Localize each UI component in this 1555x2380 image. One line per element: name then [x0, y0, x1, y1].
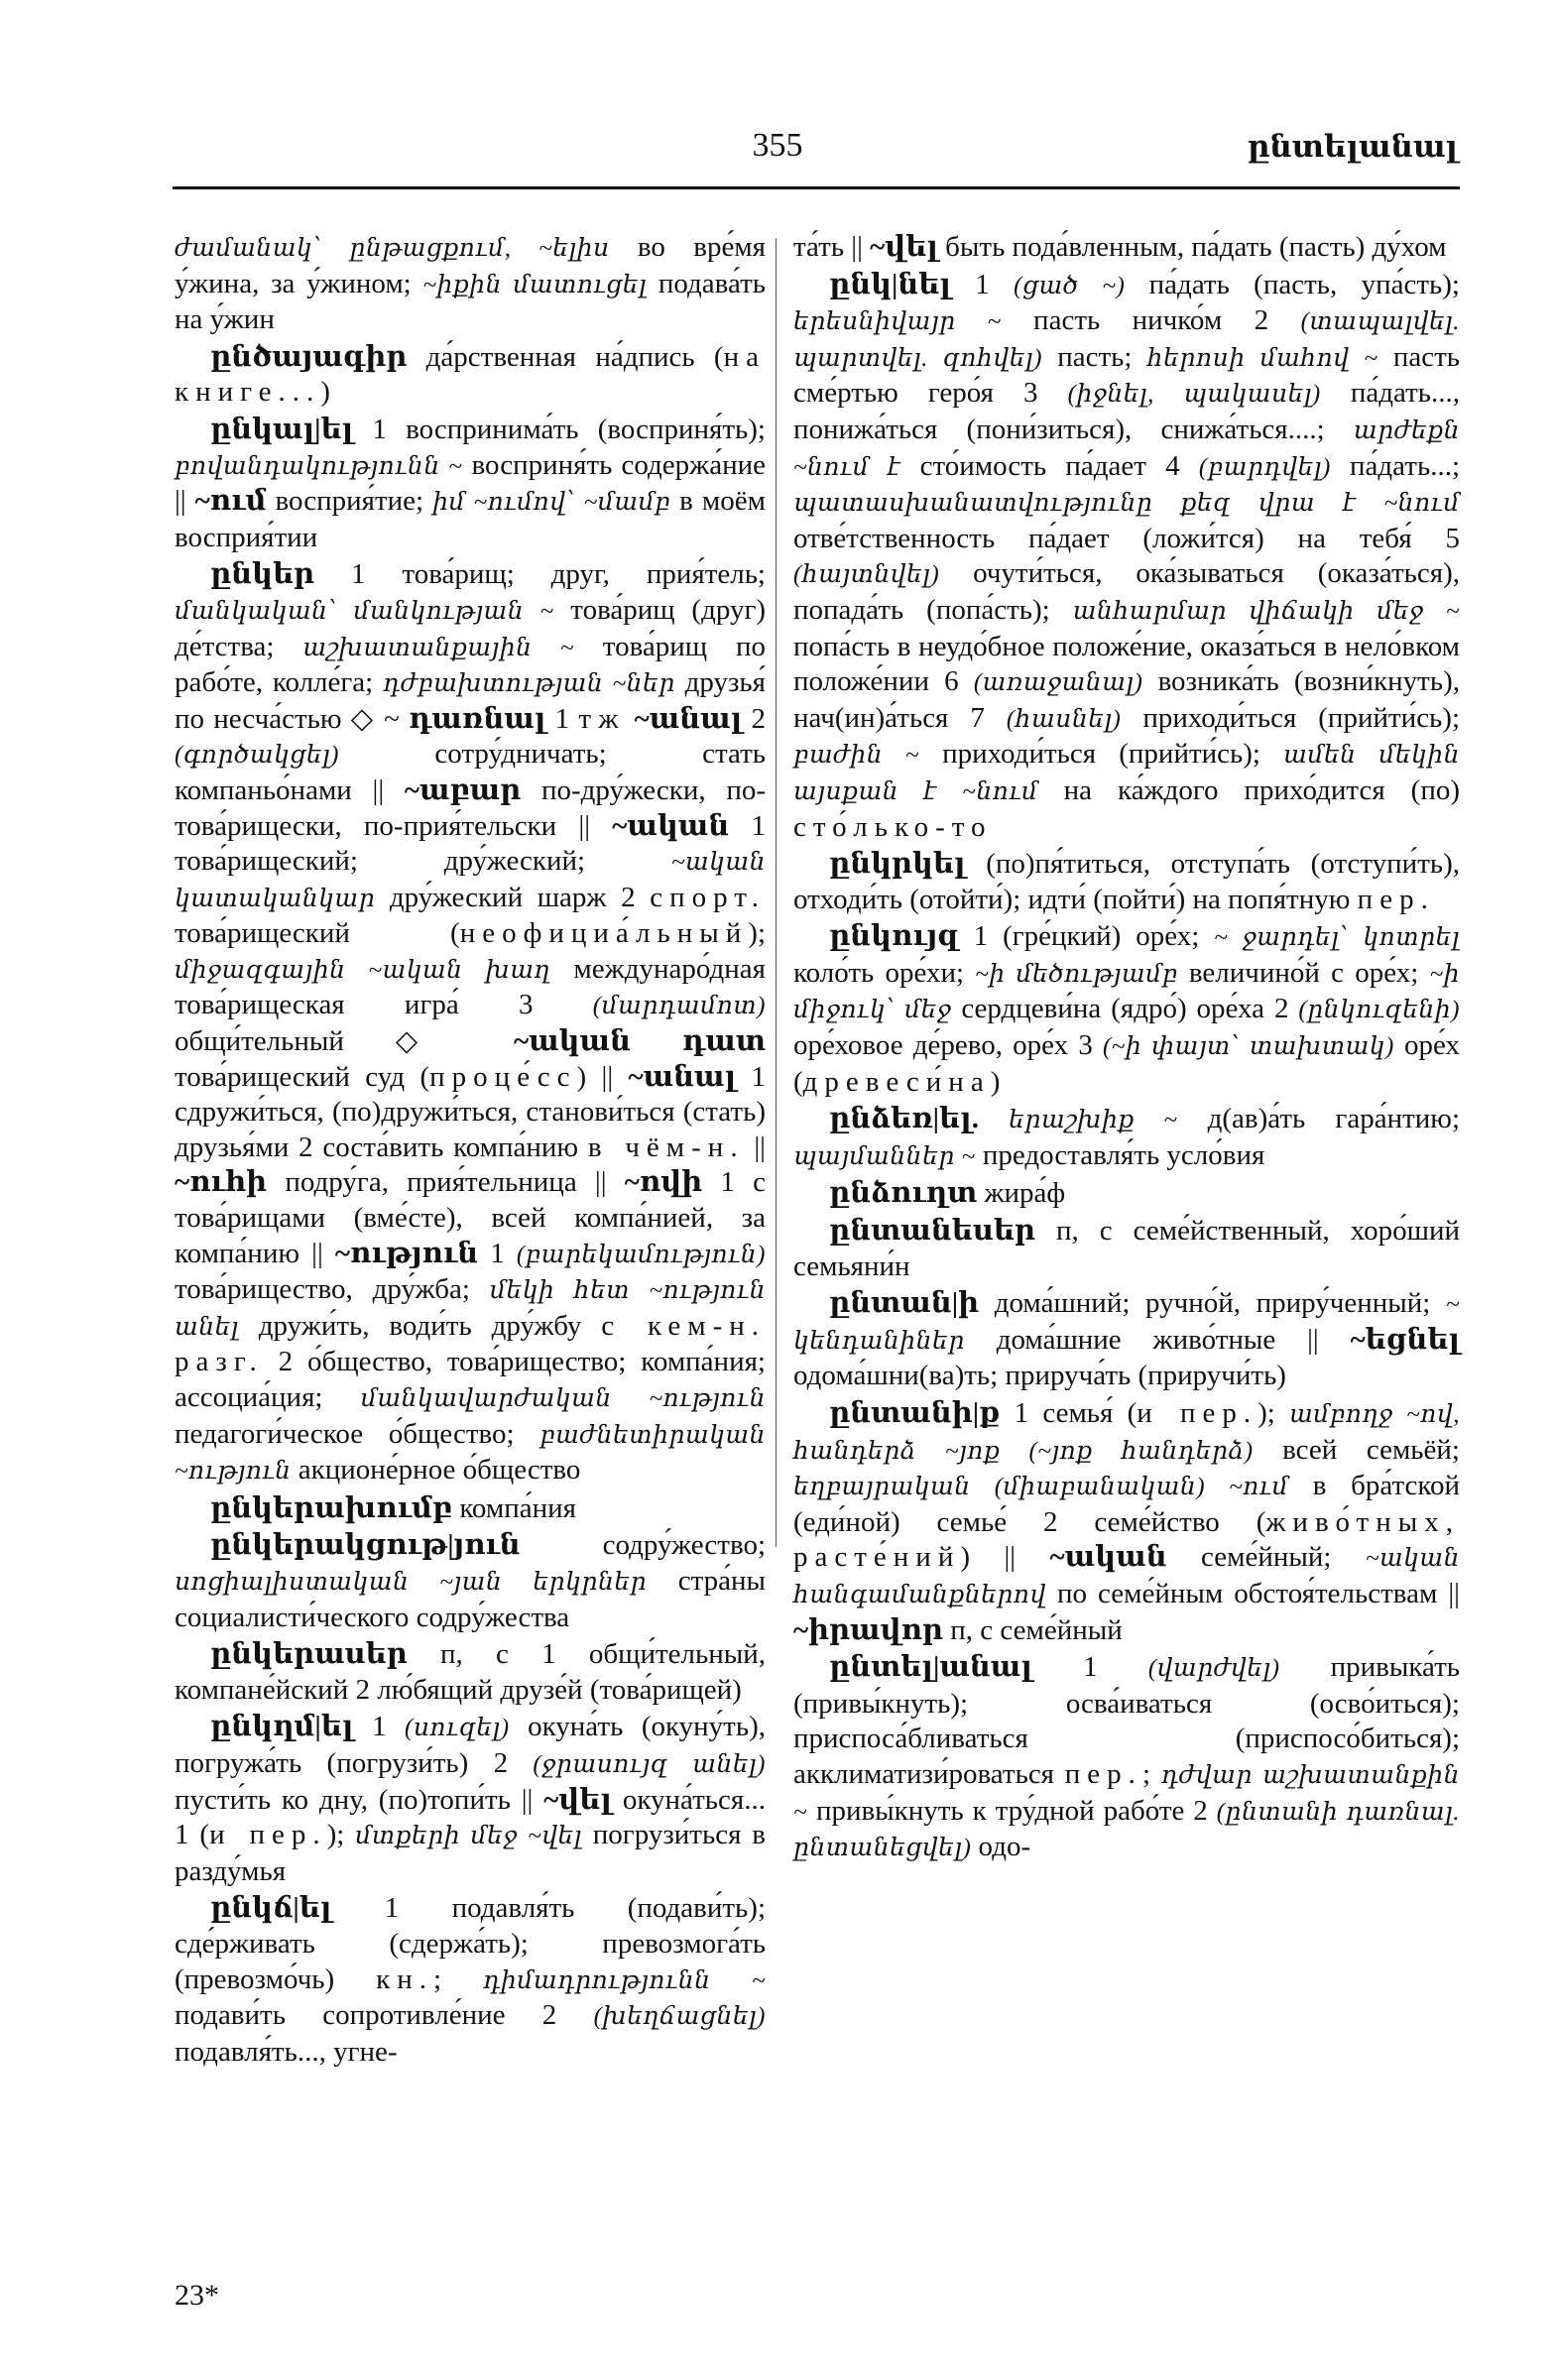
- russian-translation: ;: [433, 1963, 484, 1995]
- headword: դառնալ: [409, 702, 546, 735]
- dictionary-entry: [175, 1891, 766, 2070]
- russian-translation: 1: [478, 1237, 517, 1269]
- armenian-example: միջազգային ~ական խաղ: [175, 956, 550, 984]
- russian-translation: 1 семья́ (: [1000, 1397, 1137, 1429]
- russian-translation: та́ть ||: [793, 231, 871, 263]
- armenian-example: ամբողջ ~ով, հանդերձ ~յոք (~յոք հանդերձ): [793, 1401, 1460, 1465]
- armenian-example: (~ի փայտ՝ տախտակ): [1102, 1033, 1394, 1061]
- dictionary-entry: [175, 340, 766, 411]
- usage-label: кн.: [376, 1963, 433, 1995]
- armenian-example: ~ի մեծությամբ: [975, 960, 1178, 988]
- armenian-example: (ցած ~): [1014, 272, 1126, 299]
- russian-translation: окуна́ть (окуну́ть), погружа́ть (погрузи́ть) 2: [175, 1711, 766, 1779]
- column-divider: [776, 238, 777, 1547]
- armenian-example: (խեղճացնել): [593, 2003, 766, 2031]
- headword: ~ական: [1049, 1541, 1167, 1574]
- headword: ընկրկել: [829, 848, 966, 881]
- armenian-example: ամեն մեկին այսքան է ~նում: [793, 742, 1461, 805]
- russian-translation: [979, 1103, 1009, 1134]
- russian-translation: това́рищество, дру́жба;: [175, 1273, 490, 1306]
- russian-translation: стра́ны социалисти́ческого содру́жества: [175, 1564, 766, 1633]
- armenian-example: երեսնիվայր ~: [793, 308, 1002, 336]
- russian-translation: 1 (гре́цкий) оре́х;: [958, 920, 1215, 953]
- armenian-example: դիմադրությունն ~: [483, 1966, 766, 1994]
- russian-translation: в моём восприя́тии: [175, 485, 766, 553]
- russian-translation: подру́га, прия́тельница ||: [267, 1166, 625, 1199]
- armenian-example: պատասխանատվությունը քեզ վրա է ~նում: [793, 490, 1460, 518]
- armenian-example: բաժին ~: [793, 742, 919, 770]
- russian-translation: сотру́дничать; стать компаньо́нами ||: [175, 738, 766, 806]
- armenian-example: (բարդվել): [1198, 453, 1331, 481]
- armenian-example: (ջրասույզ անել): [533, 1750, 766, 1778]
- russian-translation: това́рищеский суд (: [175, 1060, 430, 1093]
- headword: ընձուղտ: [829, 1177, 978, 1210]
- armenian-example: իմ ~ումով՝ ~մամբ: [432, 489, 671, 517]
- dictionary-entry: [793, 847, 1460, 917]
- page-number: 355: [752, 127, 803, 164]
- russian-translation: па́дать..., понижа́ться (пони́зиться), снижа́ться....;: [793, 377, 1460, 445]
- headword: ~ական: [612, 809, 730, 842]
- usage-label: и пер.: [1136, 1397, 1258, 1429]
- russian-translation: 1 това́рищ; друг, прия́тель;: [314, 558, 766, 591]
- armenian-example: բովանդակությունն ~: [175, 452, 463, 480]
- headword: ընկեր: [210, 558, 315, 591]
- russian-translation: окуна́ться... 1 (: [175, 1783, 766, 1851]
- headword: ~ական դատ: [514, 1025, 766, 1058]
- armenian-example: ~ական հանգամանքներով: [793, 1545, 1460, 1608]
- russian-translation: по-дру́жески, по-това́рищески, по-прия́тельски ||: [175, 774, 766, 842]
- armenian-example: (տապալվել. պարտվել. զոհվել): [793, 308, 1461, 372]
- usage-label: в чём-н.: [587, 1130, 745, 1163]
- russian-translation: погрузи́ться в разду́мья: [175, 1819, 766, 1887]
- russian-translation: во вре́мя у́жина, за у́жином;: [175, 231, 766, 299]
- headword: ընկճ|ել: [210, 1892, 332, 1925]
- russian-translation: педагоги́ческое о́бщество;: [175, 1417, 540, 1450]
- entry-continuation: [175, 230, 766, 338]
- headword: ընտանեսեր: [829, 1215, 1035, 1248]
- armenian-example: մեկի հետ ~ություն անել: [175, 1277, 766, 1341]
- russian-translation: 1 воспринима́ть (восприня́ть);: [353, 413, 766, 445]
- headword: ընկ|նել: [829, 268, 951, 300]
- russian-translation: да́рственная на́дпись (: [407, 340, 724, 373]
- dictionary-entry: [793, 919, 1460, 1100]
- armenian-example: անհարմար վիճակի մեջ ~: [1072, 597, 1460, 625]
- headword: ~ովի: [624, 1166, 703, 1199]
- russian-translation: ): [320, 376, 330, 409]
- dictionary-entry: [175, 1637, 766, 1708]
- russian-translation: предоставля́ть усло́вия: [975, 1138, 1265, 1171]
- russian-translation: );: [326, 1819, 356, 1851]
- russian-translation: п, с 1 общи́тельный, компане́йский 2 лю́бящий друзе́й (това́рищей): [175, 1638, 766, 1706]
- signature-mark: 23*: [175, 2279, 219, 2312]
- armenian-example: եղբայրական (միաբանական) ~ում: [793, 1474, 1289, 1501]
- usage-label: неофициа́льный: [459, 917, 749, 950]
- headword: ընկղմ|ել: [210, 1711, 354, 1743]
- running-head: ընտելանալ: [1247, 129, 1458, 164]
- russian-translation: друзья́ по несча́стью ◇ ~: [175, 666, 766, 735]
- armenian-example: ժամանակ՝ ընթացքում, ~ելիս: [175, 235, 610, 262]
- dictionary-entry: [793, 1176, 1460, 1212]
- russian-translation: по семе́йным обстоя́тельствам ||: [1045, 1577, 1460, 1609]
- armenian-example: (վարժվել): [1147, 1655, 1280, 1683]
- armenian-example: երաշխիք ~: [1009, 1107, 1178, 1134]
- russian-translation: пасть сме́ртью геро́я 3: [793, 340, 1460, 410]
- armenian-example: հերոսի մահով ~: [1146, 344, 1378, 372]
- russian-translation: дружи́ть, води́ть дру́жбу: [238, 1309, 602, 1342]
- headword: ~իրավոր: [793, 1613, 944, 1646]
- russian-translation: подави́ть сопротивле́ние 2: [175, 1999, 594, 2032]
- armenian-example: (բարեկամություն): [516, 1241, 766, 1268]
- russian-translation: всей семьёй;: [1253, 1433, 1460, 1466]
- russian-translation: 1 подавля́ть (подави́ть); сде́рживать (сдержа́ть); превозмога́ть (превозмо́чь): [175, 1892, 766, 1995]
- dictionary-entry: [793, 1650, 1460, 1866]
- headword: ~եցնել: [1350, 1323, 1460, 1356]
- armenian-example: մանկավարժական ~ություն: [360, 1385, 766, 1412]
- usage-label: пер.: [1357, 883, 1435, 915]
- usage-label: и пер.: [209, 1819, 327, 1851]
- headword: ~անալ: [634, 702, 743, 735]
- headword: ~ում: [194, 485, 267, 518]
- russian-translation: пасть ничко́м 2: [1001, 304, 1301, 337]
- russian-translation: п, с семе́йственный, хоро́ший семьяни́н: [793, 1215, 1460, 1282]
- russian-translation: величино́й с оре́х;: [1177, 956, 1430, 989]
- russian-translation: сто́имость па́дает 4: [900, 449, 1199, 482]
- left-column: [175, 230, 766, 2072]
- russian-translation: );: [1257, 1397, 1290, 1429]
- usage-label: на книге...: [175, 340, 766, 409]
- armenian-example: (գործակցել): [175, 742, 340, 770]
- armenian-example: մանկական՝ մանկության ~: [175, 597, 554, 625]
- russian-translation: па́дать...;: [1330, 449, 1461, 482]
- russian-translation: 1: [545, 702, 579, 735]
- russian-translation: попа́сть в неудо́бное положе́ние, оказа́ться в нело́вком положе́нии 6: [793, 630, 1460, 698]
- russian-translation: компа́ния: [452, 1491, 576, 1524]
- russian-translation: жира́ф: [977, 1177, 1066, 1210]
- dictionary-entry: [793, 1102, 1460, 1174]
- headword: ~աբար: [404, 774, 522, 806]
- usage-label: живо́тных, расте́ний: [793, 1505, 1460, 1574]
- right-column: [793, 230, 1460, 1868]
- russian-translation: привыка́ть (привы́кнуть); осва́иваться (осво́иться); приспоса́бливаться (приспосо́биться); акклиматизи́роваться: [793, 1651, 1461, 1790]
- headword: ընկերասեր: [210, 1638, 408, 1671]
- armenian-example: ~ական կատականկար: [175, 849, 766, 912]
- russian-translation: семе́йный;: [1166, 1541, 1366, 1574]
- headword: ընտան|ի: [829, 1287, 980, 1320]
- armenian-example: (ընտանի դառնալ. ընտանեցվել): [793, 1798, 1460, 1862]
- russian-translation: междунаро́дная това́рищеская игра́ 3: [175, 952, 766, 1021]
- russian-translation: ) ||: [960, 1541, 1050, 1574]
- usage-label: древеси́на: [802, 1065, 991, 1098]
- headword: ընծայագիր: [210, 340, 408, 373]
- russian-translation: п, с семе́йный: [943, 1613, 1123, 1646]
- russian-translation: оре́х (: [793, 1029, 1460, 1098]
- dictionary-entry: [793, 1214, 1460, 1284]
- russian-translation: това́рищ (друг) де́тства;: [175, 593, 766, 662]
- armenian-example: արժեքն ~նում է: [793, 416, 1460, 481]
- armenian-example: (սուզել): [405, 1715, 510, 1742]
- dictionary-entry: [175, 1491, 766, 1527]
- russian-translation: подава́ть на у́жин: [175, 267, 766, 336]
- russian-translation: па́дать (пасть, упа́сть);: [1125, 268, 1460, 300]
- russian-translation: одома́шни(ва)ть; прируча́ть (приручи́ть): [793, 1360, 1286, 1392]
- usage-label: спорт.: [650, 881, 766, 913]
- dictionary-entry: [175, 1528, 766, 1635]
- headword: ընկերակցութ|յուն: [210, 1529, 521, 1562]
- russian-translation: д(ав)а́ть гара́нтию;: [1177, 1103, 1460, 1135]
- russian-translation: подавля́ть..., угне-: [175, 2035, 398, 2068]
- armenian-example: (մարդամոտ): [592, 993, 766, 1020]
- russian-translation: дома́шние живо́тные ||: [964, 1323, 1351, 1356]
- dictionary-entry: [793, 268, 1460, 846]
- armenian-example: ~ ջարդել՝ կոտրել: [1214, 924, 1460, 952]
- russian-translation: отве́тственность па́дает (ложи́тся) на тебя́ 5: [793, 522, 1460, 554]
- armenian-example: ~ի միջուկ՝ մեջ: [793, 960, 1460, 1024]
- usage-label: сто́лько-то: [793, 810, 993, 843]
- armenian-example: սոցիալիստական ~յան երկրներ: [175, 1568, 648, 1596]
- headword: ընկերախումբ: [210, 1491, 453, 1524]
- russian-translation: 1 с това́рищами (вме́сте), всей компа́нией, за компа́нию ||: [175, 1166, 766, 1269]
- russian-translation: това́рищеский (: [175, 917, 460, 950]
- russian-translation: привы́кнуть к тру́дной рабо́те 2: [807, 1794, 1217, 1827]
- dictionary-entry: [175, 557, 766, 1488]
- header-rule: [173, 186, 1460, 189]
- russian-translation: коло́ть оре́хи;: [793, 956, 976, 989]
- russian-translation: в бра́тской (еди́ной) семье́ 2 семе́йство (: [793, 1470, 1461, 1538]
- headword: ընձեռ|ել.: [829, 1103, 979, 1135]
- armenian-example: (հասնել): [1006, 705, 1122, 733]
- russian-translation: восприя́тие;: [266, 485, 433, 518]
- headword: ~անալ: [628, 1060, 737, 1093]
- russian-translation: 1: [353, 1711, 405, 1743]
- dictionary-entry: [175, 1710, 766, 1889]
- usage-label: тж: [578, 702, 626, 735]
- armenian-example: ~ կենդանիներ: [793, 1291, 1460, 1355]
- headword: ~ուհի: [175, 1166, 268, 1199]
- russian-translation: ) ||: [576, 1060, 629, 1093]
- russian-translation: пусти́ть ко дну, (по)топи́ть ||: [175, 1783, 544, 1816]
- armenian-example: մտքերի մեջ ~վել: [355, 1823, 582, 1850]
- russian-translation: пасть;: [1041, 340, 1147, 373]
- russian-translation: очути́ться, ока́зываться (оказа́ться), попада́ть (попа́сть);: [793, 557, 1460, 626]
- armenian-example: դժվար աշխատանքին ~: [793, 1761, 1461, 1826]
- russian-translation: общи́тельный ◇: [175, 1025, 515, 1058]
- russian-translation: приходи́ться (прийти́сь);: [918, 738, 1284, 771]
- russian-translation: восприня́ть содержа́ние ||: [175, 448, 766, 518]
- russian-translation: оре́ховое де́рево, оре́х 3: [793, 1029, 1103, 1062]
- headword: ընտանի|ք: [829, 1397, 1001, 1429]
- armenian-example: (հայտնվել): [793, 561, 940, 589]
- russian-translation: возника́ть (возни́кнуть), нач(ин)а́ться 7: [793, 665, 1460, 734]
- dictionary-entry: [793, 1286, 1460, 1394]
- russian-translation: сердцеви́на (ядро́) оре́ха 2: [951, 993, 1299, 1025]
- russian-translation: 2: [742, 702, 767, 735]
- usage-label: с кем-н. разг.: [175, 1309, 767, 1378]
- usage-label: пер.: [1064, 1757, 1142, 1790]
- armenian-example: բաժնետիրական ~ություն: [175, 1421, 766, 1486]
- headword: ~վել: [870, 231, 938, 263]
- headword: ընտել|անալ: [829, 1651, 1032, 1684]
- russian-translation: [625, 703, 634, 735]
- armenian-example: աշխատանքային ~: [302, 634, 574, 661]
- usage-label: проце́сс: [429, 1060, 577, 1093]
- headword: ~վել: [543, 1783, 612, 1816]
- russian-translation: содру́жество;: [520, 1529, 766, 1562]
- russian-translation: дру́жеский шарж 2: [375, 881, 651, 913]
- dictionary-entry: [793, 1396, 1460, 1648]
- russian-translation: 1: [950, 268, 1015, 300]
- armenian-example: (առաջանալ): [973, 669, 1143, 697]
- armenian-example: ~իքին մատուցել: [422, 271, 648, 298]
- russian-translation: 1 сдружи́ться, (по)дружи́ться, станови́ться (стать) друзья́ми 2 соста́вить компа́нию: [175, 1060, 766, 1163]
- armenian-example: (իջնել, պակասել): [1067, 381, 1321, 409]
- dictionary-entry: [175, 413, 766, 555]
- russian-translation: акционе́рное о́бщество: [291, 1454, 581, 1487]
- russian-translation: 1: [1031, 1651, 1148, 1684]
- russian-translation: одо-: [971, 1831, 1031, 1863]
- russian-translation: приходи́ться (прийти́сь);: [1121, 701, 1460, 734]
- russian-translation: (по)пя́титься, отступа́ть (отступи́ть), отходи́ть (отойти́); идти́ (пойти́) на попя́тную: [793, 848, 1460, 915]
- armenian-example: (ընկուզենի): [1298, 997, 1460, 1024]
- headword: ~ություն: [334, 1237, 479, 1269]
- russian-translation: дома́шний; ручно́й, приру́ченный;: [979, 1287, 1446, 1320]
- russian-translation: 1 това́рищеский; дру́жеский;: [175, 809, 766, 878]
- russian-translation: на ка́ждого прихо́дится (по): [1037, 774, 1460, 806]
- russian-translation: быть пода́вленным, па́дать (пасть) ду́хом: [937, 231, 1447, 263]
- headword: ընկալ|ել: [210, 413, 354, 445]
- russian-translation: 2 о́бщество, това́рищество; компа́ния; ассоциа́ция;: [175, 1346, 766, 1413]
- russian-translation: ||: [744, 1130, 766, 1163]
- russian-translation: ): [990, 1065, 1001, 1098]
- entry-continuation: [793, 230, 1460, 266]
- russian-translation: );: [748, 917, 766, 950]
- armenian-example: պայմաններ ~: [793, 1142, 976, 1170]
- russian-translation: това́рищ по рабо́те, колле́га;: [175, 630, 766, 699]
- headword: ընկույզ: [829, 920, 959, 953]
- russian-translation: ;: [1141, 1757, 1161, 1790]
- armenian-example: դժբախտության ~ներ: [383, 670, 675, 698]
